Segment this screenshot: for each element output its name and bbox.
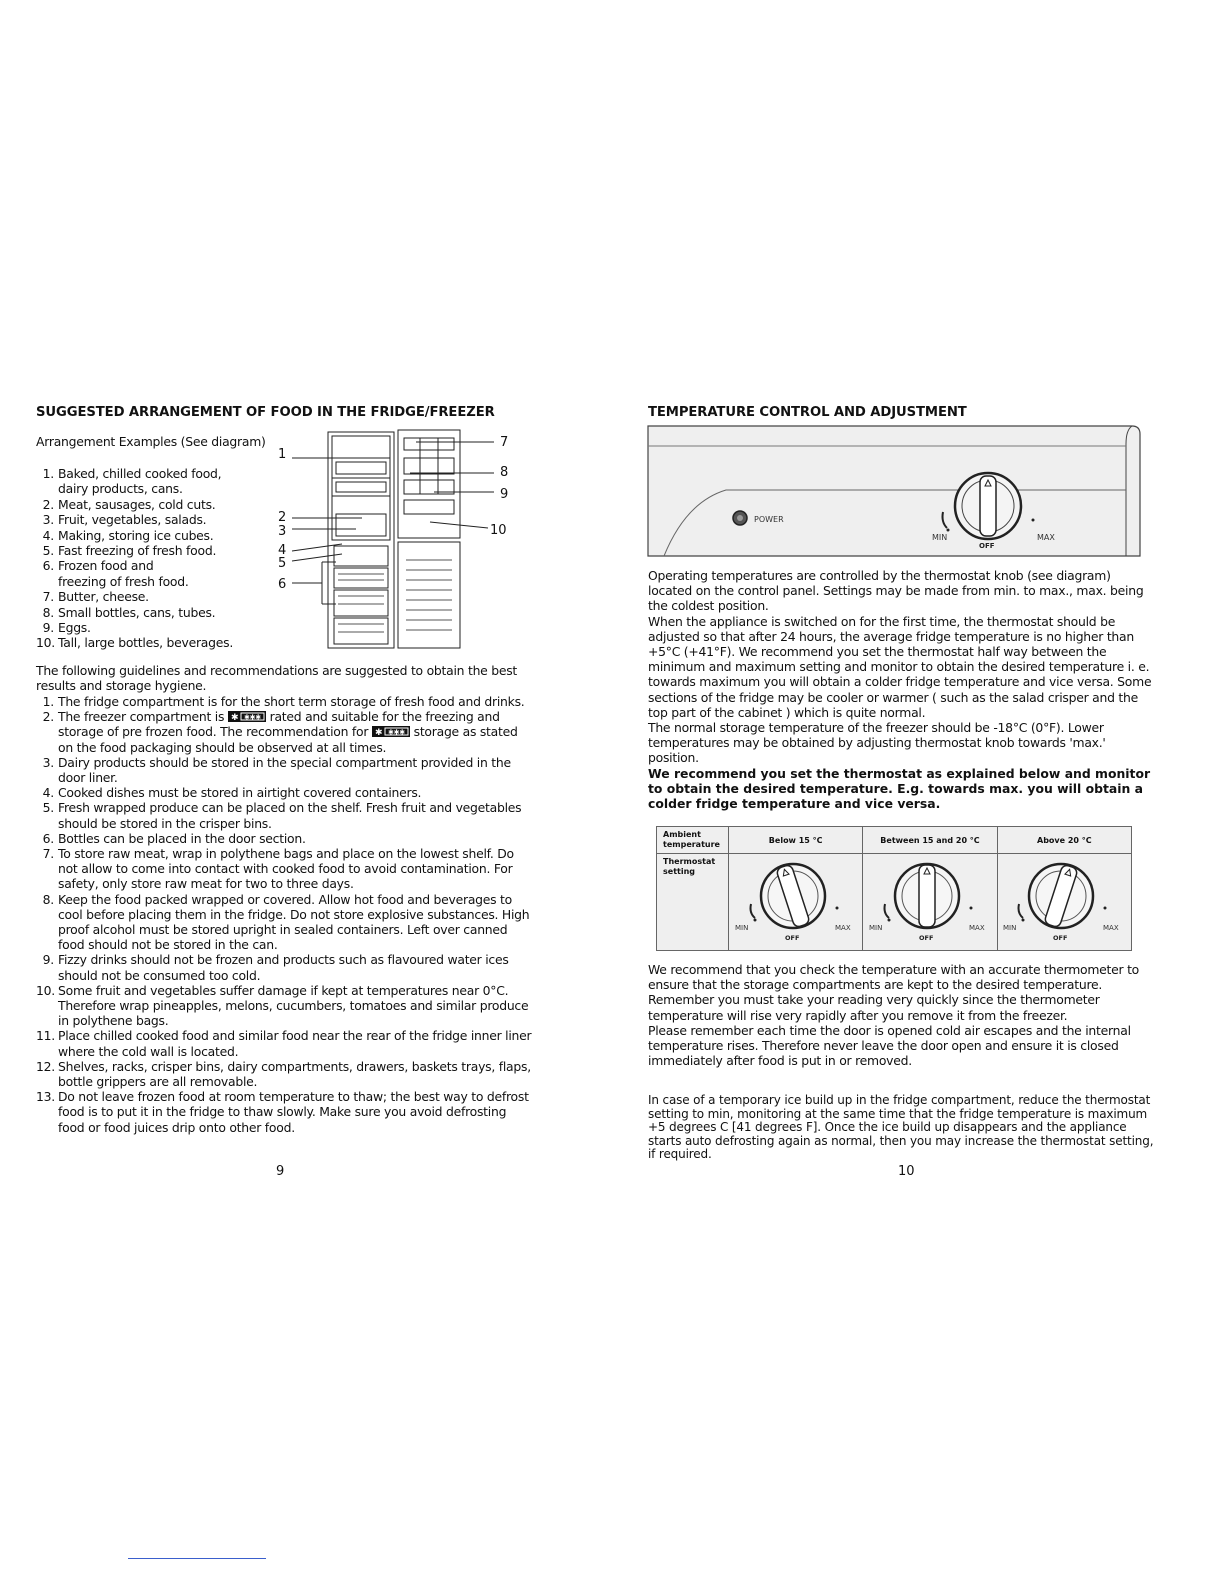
svg-text:✱✱✱: ✱✱✱ — [243, 713, 261, 722]
thermostat-knob-icon — [865, 854, 995, 948]
guideline-item: 9. Fizzy drinks should not be frozen and products such as flavoured water ices should not be consumed too cold. — [42, 952, 509, 983]
diagram-label-8: 8 — [500, 465, 509, 480]
para-ice-build-up: In case of a temporary ice build up in the fridge compartment, reduce the thermostat setting to min, monitoring at the same time that the fridge temperature is maximum +5 degrees C [41 degrees F]. Once the ice build up disappears and the appliance starts auto defrosting again as normal, then you may increase the thermostat setting, if required. — [648, 1093, 1154, 1162]
para-recommendation: We recommend you set the thermostat as explained below and monitor to obtain the desired temperature. E.g. towards max. you will obtain a colder fridge temperature and vice versa. — [648, 765, 1151, 812]
max-label: MAX — [968, 924, 985, 932]
diagram-label-10: 10 — [490, 523, 507, 538]
right-section-title: TEMPERATURE CONTROL AND ADJUSTMENT — [648, 405, 967, 420]
control-panel-illustration — [646, 424, 1142, 560]
diagram-label-1: 1 — [278, 447, 287, 462]
svg-text:✱: ✱ — [374, 728, 383, 738]
min-label: MIN — [734, 924, 748, 932]
guideline-item: 2. The freezer compartment is ✱ ✱✱✱ rated and suitable for the freezing and storage of pre frozen food. The recommendation for ✱ ✱✱✱ storage as stated on the food packaging should be observed at all times. — [42, 709, 518, 755]
example-item: 8. Small bottles, cans, tubes. — [42, 604, 216, 620]
max-label: MAX — [834, 924, 851, 932]
example-item: 1. Baked, chilled cooked food, — [42, 466, 222, 481]
knob-cell — [997, 854, 1131, 951]
diagram-label-6: 6 — [278, 577, 287, 592]
example-item: 10. Tall, large bottles, beverages. — [36, 635, 234, 651]
guideline-item: 1. The fridge compartment is for the short term storage of fresh food and drinks. — [42, 694, 525, 709]
guideline-item: 3. Dairy products should be stored in the special compartment provided in the door liner. — [42, 754, 511, 786]
min-label: MIN — [1003, 924, 1017, 932]
example-item: 9. Eggs. — [42, 620, 91, 636]
example-item: dairy products, cans. — [58, 481, 183, 497]
example-item: 5. Fast freezing of fresh food. — [42, 543, 217, 559]
para-first-switch-on: When the appliance is switched on for the first time, the thermostat should be adjusted so that after 24 hours, the average fridge temperature is no higher than +5°C (+41°F). We recommend you set the thermostat half way between the minimum and maximum setting and monitor to obtain the desired temperature i. e. towards maximum you will obtain a colder fridge temperature and vice versa. Some sections of the fridge may be cooler or warmer ( such as the salad crisper and the top part of the cabinet ) which is quite normal. — [648, 613, 1152, 720]
left-section-title: SUGGESTED ARRANGEMENT OF FOOD IN THE FRIDGE/FREEZER — [36, 405, 495, 420]
guideline-item: 6. Bottles can be placed in the door section. — [42, 830, 306, 846]
example-item: 2. Meat, sausages, cold cuts. — [42, 496, 216, 512]
right-body-text-2 — [648, 962, 1152, 1068]
off-label: OFF — [1053, 934, 1068, 942]
guideline-item: 5. Fresh wrapped produce can be placed on the shelf. Fresh fruit and vegetables should be stored in the crisper bins. — [42, 800, 522, 831]
footer-link-underline — [128, 1558, 266, 1559]
example-item: freezing of fresh food. — [58, 573, 189, 589]
thermostat-knob-icon — [999, 854, 1129, 948]
guideline-item: 13. Do not leave frozen food at room temperature to thaw; the best way to defrost food is to put it in the fridge to thaw slowly. Make sure you avoid defrosting food or food juices drip onto other food. — [36, 1089, 529, 1135]
min-label: MIN — [868, 924, 883, 932]
knob-cell — [863, 854, 997, 951]
example-item: 6. Frozen food and — [42, 558, 154, 574]
column-header: Between 15 and 20 °C — [863, 827, 997, 854]
para-operating-temperatures: Operating temperatures are controlled by the thermostat knob (see diagram) located on the control panel. Settings may be made from min. to max., max. being the coldest position. — [648, 568, 1144, 614]
max-label: MAX — [1103, 924, 1119, 932]
guideline-item: 12. Shelves, racks, crisper bins, dairy compartments, drawers, baskets trays, flaps, bottle grippers are all removable. — [36, 1058, 531, 1090]
guidelines-intro: The following guidelines and recommendations are suggested to obtain the best results and storage hygiene. — [36, 663, 518, 694]
diagram-label-7: 7 — [500, 435, 509, 450]
column-header: Above 20 °C — [997, 827, 1131, 854]
example-item: 7. Butter, cheese. — [42, 589, 149, 605]
page-10 — [612, 0, 1224, 1584]
example-item: 3. Fruit, vegetables, salads. — [42, 512, 207, 528]
svg-text:✱✱✱: ✱✱✱ — [387, 728, 405, 737]
diagram-label-5: 5 — [278, 556, 287, 571]
page-number: 9 — [276, 1164, 285, 1179]
off-label: OFF — [918, 934, 934, 942]
guideline-item: 7. To store raw meat, wrap in polythene bags and place on the lowest shelf. Do not allow to come into contact with cooked food to avoid contamination. For safety, only store raw meat for two to three days. — [42, 846, 514, 892]
ambient-temperature-label: Ambient temperature — [657, 827, 729, 854]
guideline-item: 10. Some fruit and vegetables suffer damage if kept at temperatures near 0°C. Therefore wrap pineapples, melons, cucumbers, tomatoes and similar produce in polythene bags. — [36, 982, 529, 1029]
off-label: OFF — [979, 542, 995, 550]
thermostat-setting-label: Thermostat setting — [657, 854, 729, 951]
thermostat-knob[interactable] — [955, 473, 1021, 539]
fridge-diagram — [270, 428, 520, 658]
example-item: 4. Making, storing ice cubes. — [42, 527, 214, 543]
diagram-label-2: 2 — [278, 510, 287, 525]
guideline-item: 4. Cooked dishes must be stored in airtight covered containers. — [42, 785, 422, 801]
guideline-item: 8. Keep the food packed wrapped or covered. Allow hot food and beverages to cool before placing them in the fridge. Do not store explosive substances. High proof alcohol must be stored upright in sealed containers. Left over canned food should not be stored in the can. — [42, 891, 530, 953]
four-star-rating-icon — [372, 726, 410, 737]
four-star-rating-icon — [228, 711, 266, 722]
guideline-item: 11. Place chilled cooked food and similar food near the rear of the fridge inner liner where the cold wall is located. — [36, 1028, 532, 1059]
diagram-label-3: 3 — [278, 524, 287, 539]
svg-text:✱: ✱ — [230, 713, 239, 723]
min-label: MIN — [932, 533, 948, 542]
right-body-text — [648, 568, 1152, 811]
para-door-open: Please remember each time the door is opened cold air escapes and the internal temperature rises. Therefore never leave the door open and ensure it is closed immediately after food is put in or removed. — [648, 1022, 1131, 1069]
arrangement-examples-list — [36, 466, 286, 651]
examples-heading: Arrangement Examples (See diagram) — [36, 434, 266, 449]
off-label: OFF — [784, 934, 800, 942]
diagram-label-4: 4 — [278, 543, 287, 558]
max-label: MAX — [1037, 533, 1055, 542]
thermostat-setting-table — [656, 826, 1132, 951]
para-freezer-temperature: The normal storage temperature of the freezer should be -18°C (0°F). Lower temperatures may be obtained by adjusting thermostat knob towards 'max.' position. — [648, 720, 1106, 766]
power-label: POWER — [754, 515, 784, 524]
para-check-thermometer: We recommend that you check the temperature with an accurate thermometer to ensure that the storage compartments are kept to the desired temperature. Remember you must take your reading very quickly since the thermometer temperature will rise very rapidly after you remove it from the freezer. — [648, 962, 1140, 1023]
diagram-label-9: 9 — [500, 487, 509, 502]
page-number: 10 — [898, 1164, 915, 1179]
knob-cell — [729, 854, 863, 951]
thermostat-knob-icon — [731, 854, 861, 948]
guidelines-list — [36, 694, 536, 1135]
column-header: Below 15 °C — [729, 827, 863, 854]
